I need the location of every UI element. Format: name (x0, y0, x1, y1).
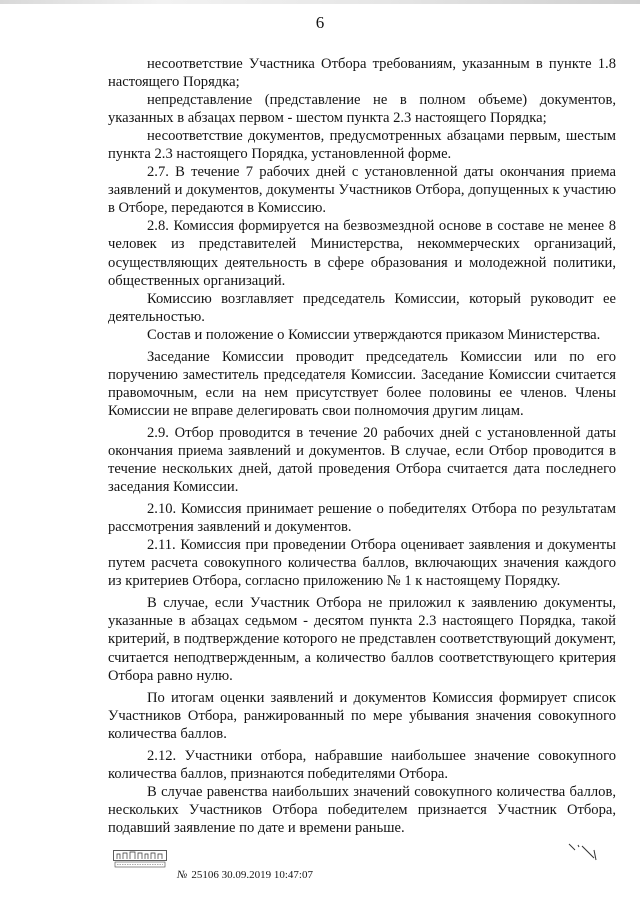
paragraph: 2.10. Комиссия принимает решение о победителях Отбора по результатам рассмотрения заявлений и документов. (108, 501, 616, 536)
paragraph: 2.11. Комиссия при проведении Отбора оценивает заявления и документы путем расчета совокупного количества баллов, включающих значения каждого из критериев Отбора, согласно приложению № 1 к настоящему Порядку. (108, 537, 616, 590)
document-footer (113, 847, 533, 887)
paragraph: В случае, если Участник Отбора не приложил к заявлению документы, указанные в абзацах седьмом - десятом пункта 2.3 настоящего Порядка, такой критерий, в подтверждение которого не представлен соответствующий документ, считается неподтвержденным, а количество баллов соответствующего критерия Отбора равно нулю. (108, 595, 616, 684)
registration-number (177, 869, 313, 881)
paragraph: 2.12. Участники отбора, набравшие наибольшее значение совокупного количества баллов, признаются победителями Отбора. (108, 747, 616, 782)
doc-datetime: 30.09.2019 10:47:07 (221, 869, 313, 881)
paragraph: 2.9. Отбор проводится в течение 20 рабочих дней с установленной даты окончания приема заявлений и документов. В случае, если Отбор проводится в течение нескольких дней, датой проведения Отбора считается дата последнего заседания Комиссии. (108, 424, 616, 496)
registry-stamp-icon (113, 847, 167, 869)
paragraph: Заседание Комиссии проводит председатель Комиссии или по его поручению заместитель председателя Комиссии. Заседание Комиссии считается правомочным, если на нем присутствует более половины ее членов. Члены Комиссии не вправе делегировать свои полномочия другим лицам. (108, 348, 616, 419)
scan-edge (0, 0, 640, 4)
number-sign: № (177, 869, 188, 881)
document-body (108, 55, 616, 837)
paragraph: 2.8. Комиссия формируется на безвозмездной основе в составе не менее 8 человек из представителей Министерства, некоммерческих организаций, осуществляющих деятельность в сфере образования и молодежной политики, общественных организаций. (108, 218, 616, 289)
paragraph: непредставление (представление не в полном объеме) документов, указанных в абзацах первом - шестом пункта 2.3 настоящего Порядка; (108, 92, 616, 127)
paragraph: В случае равенства наибольших значений совокупного количества баллов, нескольких Участников Отбора победителем признается Участник Отбора, подавший заявление по дате и времени раньше. (108, 783, 616, 836)
paragraph: несоответствие Участника Отбора требованиям, указанным в пункте 1.8 настоящего Порядка; (108, 56, 616, 91)
pen-marks-icon (566, 836, 600, 862)
paragraph: Комиссию возглавляет председатель Комиссии, который руководит ее деятельностью. (108, 290, 616, 325)
doc-number: 25106 (191, 869, 219, 881)
paragraph: несоответствие документов, предусмотренных абзацами первым, шестым пункта 2.3 настоящего Порядка, установленной форме. (108, 128, 616, 163)
page-number: 6 (315, 13, 325, 32)
paragraph: Состав и положение о Комиссии утверждаются приказом Министерства. (147, 326, 601, 343)
paragraph: 2.7. В течение 7 рабочих дней с установленной даты окончания приема заявлений и документов, документы Участников Отбора, допущенных к участию в Отборе, передаются в Комиссию. (108, 164, 616, 217)
paragraph: По итогам оценки заявлений и документов Комиссия формирует список Участников Отбора, ранжированный по мере убывания значения совокупного количества баллов. (108, 689, 616, 742)
